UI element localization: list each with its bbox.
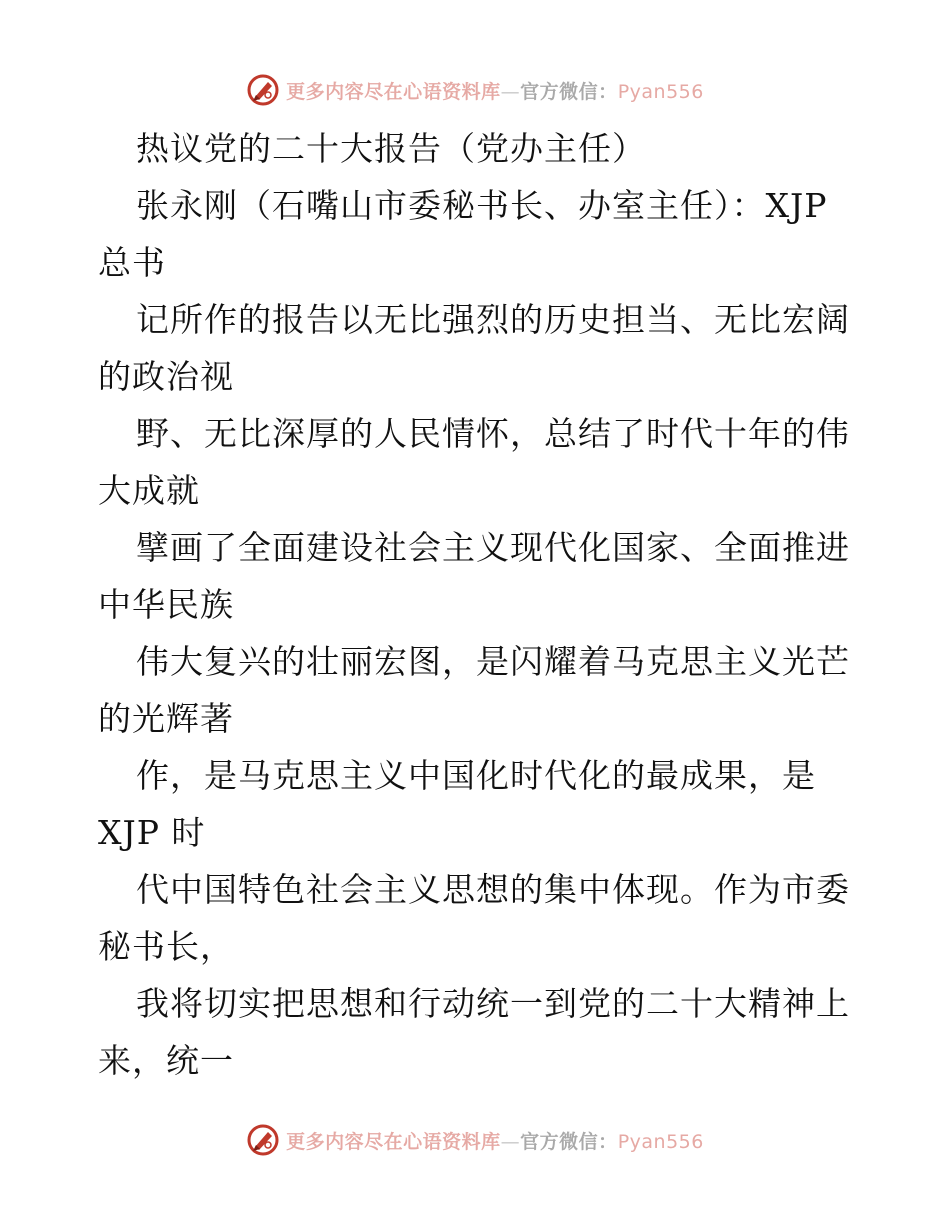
text-line: 我将切实把思想和行动统一到党的二十大精神上 — [136, 984, 850, 1023]
document-title: 热议党的二十大报告（党办主任） — [136, 129, 646, 168]
text-line: 擘画了全面建设社会主义现代化国家、全面推进 — [136, 528, 850, 567]
text-line: 的政治视 — [98, 357, 234, 396]
text-line: 秘书长， — [98, 927, 234, 966]
text-line: 伟大复兴的壮丽宏图，是闪耀着马克思主义光芒 — [136, 642, 850, 681]
text-line: 中华民族 — [98, 585, 234, 624]
watermark-separator: — — [500, 1130, 521, 1153]
pen-logo-icon — [246, 73, 280, 107]
watermark-text — [286, 1127, 704, 1154]
header-watermark — [0, 70, 950, 110]
watermark-wechat-label: 官方微信： — [520, 80, 618, 103]
text-line: 大成就 — [98, 471, 200, 510]
watermark-wechat-id: Pyan556 — [617, 1130, 704, 1153]
text-line: 代中国特色社会主义思想的集中体现。作为市委 — [136, 870, 850, 909]
watermark-text — [286, 77, 704, 104]
watermark-title: 更多内容尽在心语资料库 — [286, 80, 501, 103]
footer-watermark — [0, 1120, 950, 1160]
watermark-separator: — — [500, 80, 521, 103]
text-line: 的光辉著 — [98, 699, 234, 738]
text-line: XJP 时 — [98, 813, 206, 852]
text-line: 野、无比深厚的人民情怀，总结了时代十年的伟 — [136, 414, 850, 453]
text-line: 作，是马克思主义中国化时代化的最成果，是 — [136, 756, 816, 795]
text-line: 总书 — [98, 243, 166, 282]
pen-logo-icon — [246, 1123, 280, 1157]
watermark-wechat-id: Pyan556 — [617, 80, 704, 103]
text-line: 来，统一 — [98, 1041, 234, 1080]
text-line: 张永刚（石嘴山市委秘书长、办室主任）：XJP — [136, 186, 828, 225]
document-body — [98, 120, 858, 1089]
watermark-title: 更多内容尽在心语资料库 — [286, 1130, 501, 1153]
watermark-wechat-label: 官方微信： — [520, 1130, 618, 1153]
text-line: 记所作的报告以无比强烈的历史担当、无比宏阔 — [136, 300, 850, 339]
